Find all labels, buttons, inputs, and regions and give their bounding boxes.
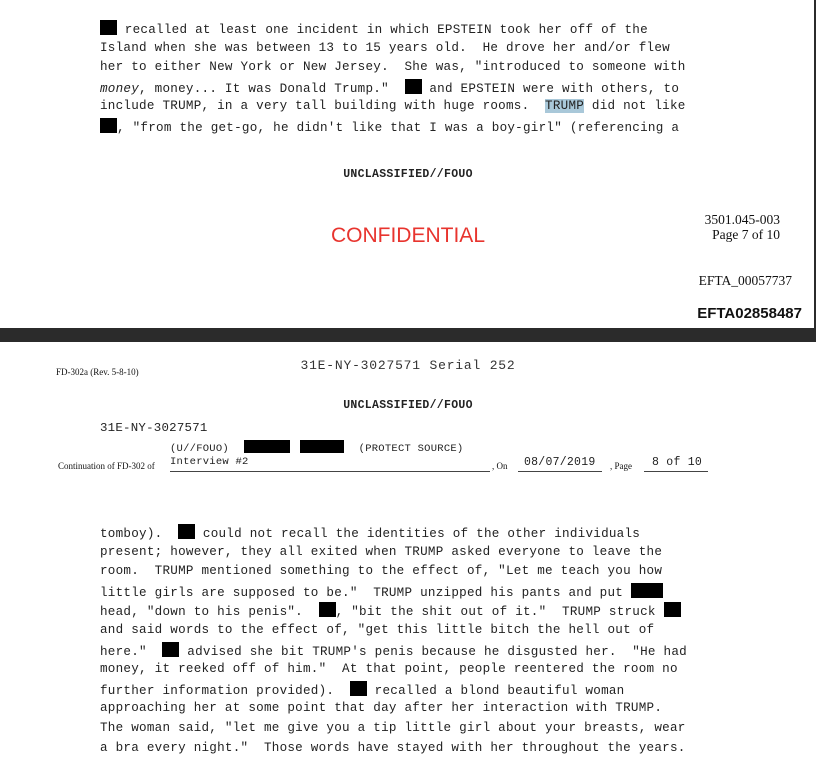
redaction-block <box>631 583 663 598</box>
paragraph-line <box>100 681 625 697</box>
paragraph-line <box>100 59 686 75</box>
doc-number: 3501.045-003 <box>704 212 780 227</box>
caveat-suffix: (PROTECT SOURCE) <box>358 443 464 455</box>
text-run: could not recall the identities of the other individuals <box>195 527 641 541</box>
text-run: little girls are supposed to be." TRUMP unzipped his pants and put <box>100 585 631 600</box>
redaction-block <box>162 642 179 657</box>
date-value: 08/07/2019 <box>524 456 596 469</box>
text-run: , money... It was Donald Trump." <box>139 81 405 96</box>
paragraph-line <box>100 622 654 638</box>
text-run: , "bit the shit out of it." TRUMP struck <box>335 605 664 620</box>
efta-number-bold: EFTA02858487 <box>697 305 802 322</box>
interview-field <box>170 455 490 472</box>
interview-value: Interview #2 <box>170 456 249 468</box>
paragraph-line <box>100 118 679 134</box>
redaction-block <box>100 20 117 35</box>
text-run: a bra every night." Those words have stayed with her throughout the years. <box>100 740 686 755</box>
caveat-prefix: (U//FOUO) <box>170 443 229 455</box>
text-run: room. TRUMP mentioned something to the effect of, "Let me teach you how <box>100 564 663 579</box>
text-run: include TRUMP, in a very tall building with huge rooms. <box>100 99 546 114</box>
text-run: her to either New York or New Jersey. She was, "introduced to someone with <box>100 60 686 75</box>
text-run: , "from the get-go, he didn't like that I was a boy-girl" (referencing a <box>117 121 680 135</box>
paragraph-line <box>100 544 662 560</box>
page-value: 8 of 10 <box>652 456 703 469</box>
redaction-block <box>664 602 681 617</box>
text-run: head, "down to his penis". <box>100 605 319 620</box>
page-number-top: Page 7 of 10 <box>712 227 780 242</box>
confidential-stamp: CONFIDENTIAL <box>330 224 485 247</box>
document-page-7 <box>0 0 816 328</box>
redaction-block <box>178 524 195 539</box>
redaction-block <box>100 118 117 133</box>
classification-header: UNCLASSIFIED//FOUO <box>343 399 473 412</box>
text-run: recalled a blond beautiful woman <box>366 683 625 698</box>
efta-number-plain: EFTA_00057737 <box>698 273 792 288</box>
paragraph-line <box>100 602 681 618</box>
paragraph-line <box>100 40 670 56</box>
highlighted-text: TRUMP <box>545 99 585 114</box>
page-divider <box>0 328 816 342</box>
text-run: The woman said, "let me give you a tip little girl about your breasts, wear <box>100 721 686 735</box>
paragraph-line <box>100 720 686 736</box>
text-run: Island when she was between 13 to 15 years old. He drove her and/or flew <box>100 40 670 55</box>
form-id: FD-302a (Rev. 5-8-10) <box>56 367 139 377</box>
text-run: and EPSTEIN were with others, to <box>421 81 680 96</box>
serial-header: 31E-NY-3027571 Serial 252 <box>300 358 516 373</box>
paragraph-line <box>100 79 679 95</box>
paragraph-line <box>100 642 687 658</box>
on-label: , On <box>492 461 508 471</box>
text-run: advised she bit TRUMP's penis because he disgusted her. "He had <box>179 644 687 659</box>
text-run: present; however, they all exited when TRUMP asked everyone to leave the <box>100 544 663 559</box>
page-label: , Page <box>610 461 632 471</box>
paragraph-line <box>100 524 640 540</box>
classification-footer: UNCLASSIFIED//FOUO <box>343 168 473 181</box>
text-run: and said words to the effect of, "get this little bitch the hell out of <box>100 623 655 637</box>
text-run: did not like <box>584 99 686 114</box>
paragraph-line <box>100 661 678 677</box>
page-field <box>644 455 708 472</box>
text-run: here." <box>100 644 163 659</box>
document-page-8 <box>0 342 816 768</box>
text-run: tomboy). <box>100 527 179 541</box>
redaction-block <box>350 681 367 696</box>
paragraph-line <box>100 740 686 756</box>
text-run: money, it reeked off of him." At that point, people reentered the room no <box>100 662 678 677</box>
text-run: recalled at least one incident in which EPSTEIN took her off of the <box>117 23 648 37</box>
paragraph-line <box>100 98 686 114</box>
protect-source-caveat <box>170 440 463 455</box>
case-number: 31E-NY-3027571 <box>100 421 208 435</box>
text-run: approaching her at some point that day after her interaction with TRUMP. <box>100 701 663 716</box>
continuation-label: Continuation of FD-302 of <box>58 461 155 471</box>
paragraph-line <box>100 563 662 579</box>
paragraph-line <box>100 700 662 716</box>
paragraph-line <box>100 20 648 36</box>
redaction-block <box>244 440 290 453</box>
date-field <box>518 455 602 472</box>
redaction-block <box>319 602 336 617</box>
paragraph-line <box>100 583 663 599</box>
emphasis-text: money <box>100 81 140 96</box>
text-run: further information provided). <box>100 683 350 698</box>
redaction-block <box>300 440 344 453</box>
redaction-block <box>405 79 422 94</box>
